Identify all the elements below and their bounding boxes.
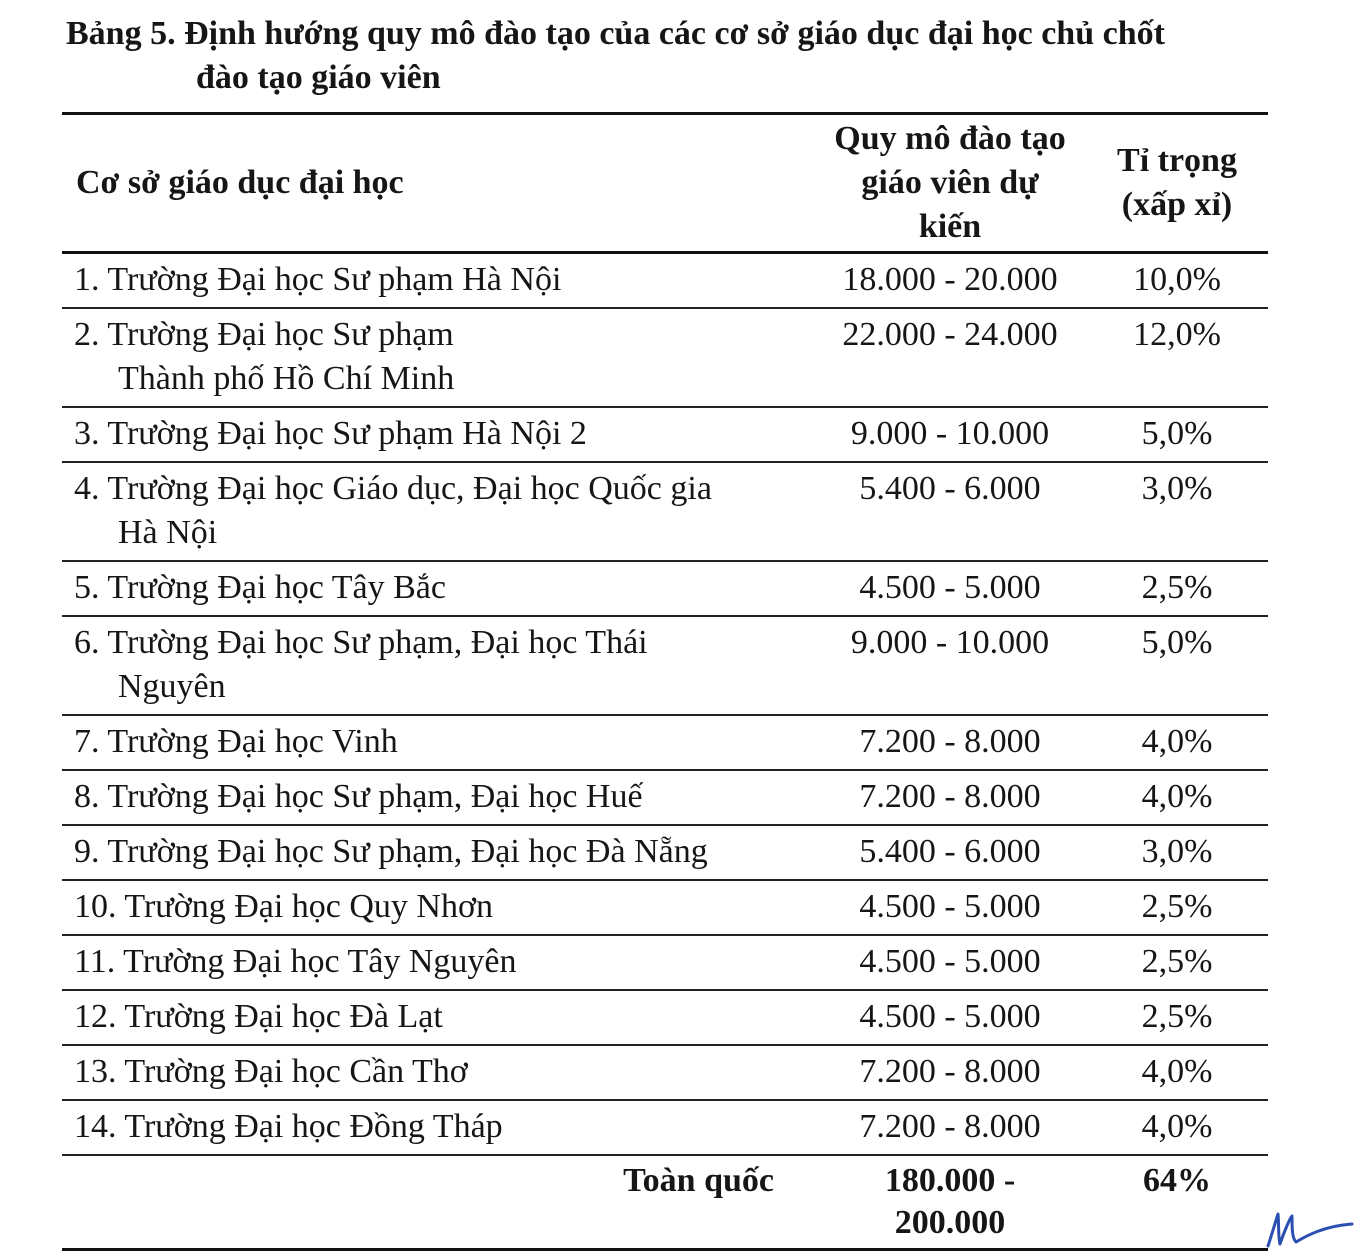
institution-cell: [62, 308, 814, 407]
handwritten-signature: [1262, 1196, 1358, 1250]
institution-name: 14. Trường Đại học Đồng Tháp: [74, 1108, 503, 1145]
scale-cell: 4.500 - 5.000: [814, 561, 1086, 616]
institution-name: 5. Trường Đại học Tây Bắc: [74, 569, 446, 606]
scale-cell: 4.500 - 5.000: [814, 935, 1086, 990]
scale-cell: 7.200 - 8.000: [814, 770, 1086, 825]
scale-cell: 5.400 - 6.000: [814, 825, 1086, 880]
table-row: [62, 935, 1268, 990]
institution-cell: [62, 561, 814, 616]
share-cell: 4,0%: [1086, 1045, 1268, 1100]
scale-cell: 7.200 - 8.000: [814, 1045, 1086, 1100]
table-row: [62, 253, 1268, 309]
institution-cell: [62, 253, 814, 309]
table-row: [62, 990, 1268, 1045]
institution-name: 10. Trường Đại học Quy Nhơn: [74, 888, 493, 925]
scale-cell: 18.000 - 20.000: [814, 253, 1086, 309]
table-row: [62, 880, 1268, 935]
institution-name-continued: Nguyên: [118, 668, 226, 705]
table-row: [62, 770, 1268, 825]
total-label: Toàn quốc: [62, 1155, 814, 1250]
institution-name: 8. Trường Đại học Sư phạm, Đại học Huế: [74, 778, 643, 815]
scale-cell: 9.000 - 10.000: [814, 616, 1086, 715]
institution-name: 4. Trường Đại học Giáo dục, Đại học Quốc gia: [74, 470, 712, 507]
caption-line-1: Bảng 5. Định hướng quy mô đào tạo của các cơ sở giáo dục đại học chủ chốt: [66, 15, 1165, 52]
institution-name: 3. Trường Đại học Sư phạm Hà Nội 2: [74, 415, 587, 452]
institution-cell: [62, 935, 814, 990]
institution-cell: [62, 1045, 814, 1100]
share-cell: 5,0%: [1086, 616, 1268, 715]
table-row: [62, 561, 1268, 616]
table-row: [62, 308, 1268, 407]
share-cell: 3,0%: [1086, 462, 1268, 561]
share-cell: 10,0%: [1086, 253, 1268, 309]
table-row: [62, 825, 1268, 880]
scale-cell: 5.400 - 6.000: [814, 462, 1086, 561]
share-cell: 4,0%: [1086, 715, 1268, 770]
scale-cell: 4.500 - 5.000: [814, 880, 1086, 935]
institution-cell: [62, 1100, 814, 1155]
institution-name: 13. Trường Đại học Cần Thơ: [74, 1053, 468, 1090]
header-scale: Quy mô đào tạo giáo viên dự kiến: [814, 114, 1086, 253]
training-scale-table: [62, 112, 1268, 1251]
institution-cell: [62, 407, 814, 462]
institution-cell: [62, 770, 814, 825]
scale-cell: 7.200 - 8.000: [814, 715, 1086, 770]
institution-cell: [62, 616, 814, 715]
share-cell: 2,5%: [1086, 935, 1268, 990]
institution-cell: [62, 990, 814, 1045]
share-cell: 3,0%: [1086, 825, 1268, 880]
institution-name: 11. Trường Đại học Tây Nguyên: [74, 943, 517, 980]
scale-cell: 22.000 - 24.000: [814, 308, 1086, 407]
table-row: [62, 715, 1268, 770]
institution-name: 12. Trường Đại học Đà Lạt: [74, 998, 443, 1035]
total-scale: [814, 1155, 1086, 1250]
caption-line-2: đào tạo giáo viên: [196, 59, 441, 96]
scale-cell: 4.500 - 5.000: [814, 990, 1086, 1045]
scale-cell: 9.000 - 10.000: [814, 407, 1086, 462]
institution-name: 2. Trường Đại học Sư phạm: [74, 316, 454, 353]
total-share: 64%: [1086, 1155, 1268, 1250]
institution-cell: [62, 715, 814, 770]
table-row: [62, 1100, 1268, 1155]
share-cell: 4,0%: [1086, 1100, 1268, 1155]
institution-name-continued: Hà Nội: [118, 514, 218, 551]
institution-name: 6. Trường Đại học Sư phạm, Đại học Thái: [74, 624, 648, 661]
share-cell: 2,5%: [1086, 990, 1268, 1045]
total-scale-line-2: 200.000: [894, 1204, 1006, 1241]
institution-name-continued: Thành phố Hồ Chí Minh: [118, 360, 455, 397]
table-row: [62, 462, 1268, 561]
share-cell: 5,0%: [1086, 407, 1268, 462]
table-row: [62, 616, 1268, 715]
institution-name: 7. Trường Đại học Vinh: [74, 723, 398, 760]
scale-cell: 7.200 - 8.000: [814, 1100, 1086, 1155]
header-share: Tỉ trọng (xấp xỉ): [1086, 114, 1268, 253]
institution-name: 1. Trường Đại học Sư phạm Hà Nội: [74, 261, 562, 298]
total-scale-line-1: 180.000 -: [884, 1162, 1016, 1199]
institution-cell: [62, 825, 814, 880]
table-row: [62, 1045, 1268, 1100]
header-institution: Cơ sở giáo dục đại học: [62, 114, 814, 253]
header-row: [62, 114, 1268, 253]
share-cell: 4,0%: [1086, 770, 1268, 825]
share-cell: 12,0%: [1086, 308, 1268, 407]
institution-name: 9. Trường Đại học Sư phạm, Đại học Đà Nẵng: [74, 833, 708, 870]
institution-cell: [62, 462, 814, 561]
total-row: [62, 1155, 1268, 1250]
institution-cell: [62, 880, 814, 935]
table-caption: [66, 12, 1276, 100]
share-cell: 2,5%: [1086, 561, 1268, 616]
share-cell: 2,5%: [1086, 880, 1268, 935]
table-row: [62, 407, 1268, 462]
